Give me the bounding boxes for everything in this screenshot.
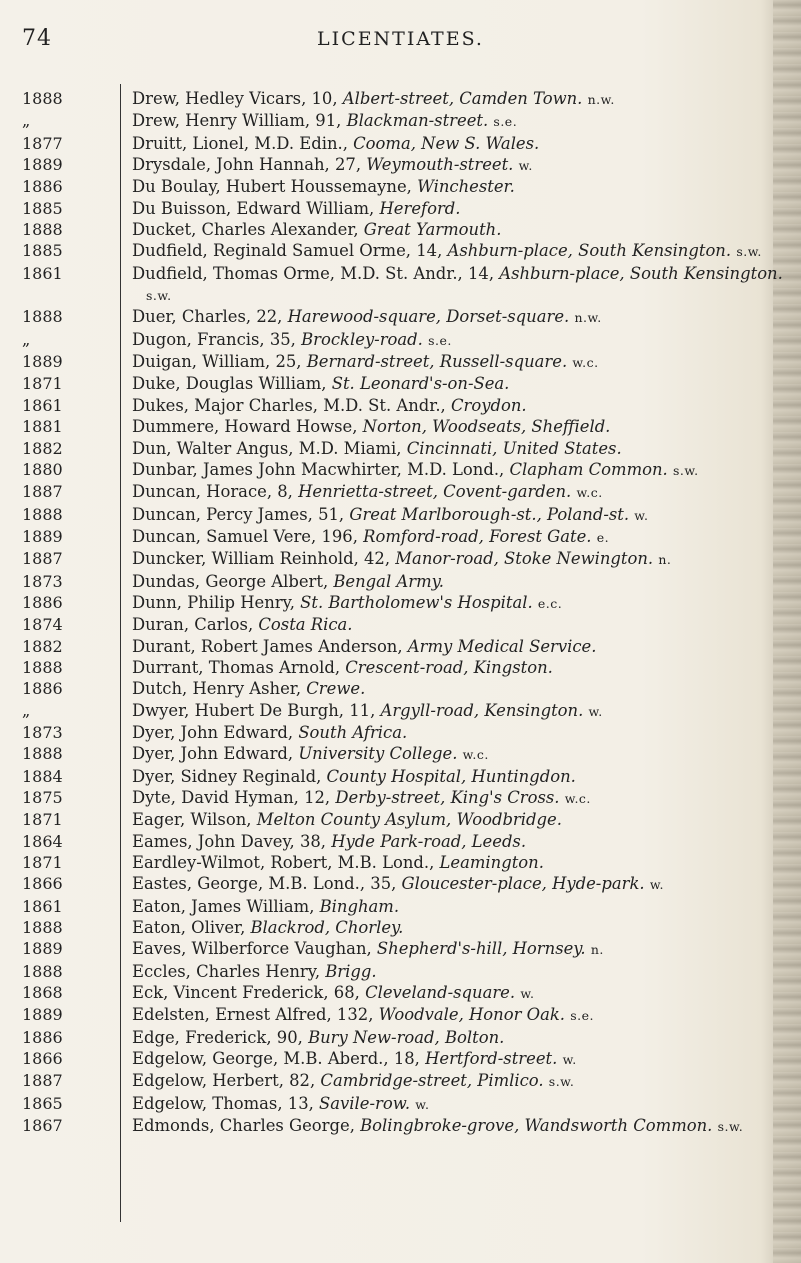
entry-year: 1888 xyxy=(22,744,63,764)
entry-year: 1874 xyxy=(22,615,63,635)
entry-name: Dyte, David Hyman, 12, xyxy=(132,788,336,807)
entry-year: 1888 xyxy=(22,961,63,981)
entry-year: 1887 xyxy=(22,482,63,502)
entry-text xyxy=(132,548,791,570)
entry-name: Dundas, George Albert, xyxy=(132,571,334,591)
entry-year: 1871 xyxy=(22,374,63,394)
entry-district: w. xyxy=(520,986,535,1002)
entry-year: 1888 xyxy=(22,918,63,938)
entry-address: Ashburn-place, South Kensington. xyxy=(447,241,732,261)
entry-year: 1861 xyxy=(22,896,63,916)
entry-text xyxy=(132,154,791,176)
entry-address: Savile-row. xyxy=(319,1093,411,1113)
list-item xyxy=(22,526,792,548)
entry-text xyxy=(132,896,791,917)
entry-address: Brigg. xyxy=(325,961,377,981)
list-item xyxy=(22,982,792,1004)
entry-address: Gloucester-place, Hyde-park. xyxy=(401,874,645,894)
list-item xyxy=(22,351,792,373)
entry-year: 1888 xyxy=(22,504,63,524)
list-item xyxy=(22,548,792,570)
entry-text xyxy=(132,1093,791,1115)
list-item xyxy=(22,459,792,481)
entry-text xyxy=(132,110,791,132)
entry-name: Eaton, James William, xyxy=(132,896,320,916)
entry-text xyxy=(132,373,791,394)
entry-name: Dugon, Francis, 35, xyxy=(132,329,302,349)
entry-name: Edge, Frederick, 90, xyxy=(132,1027,309,1047)
entry-district: s.w. xyxy=(146,288,172,304)
entry-address: Costa Rica. xyxy=(258,615,353,635)
entry-year: 1875 xyxy=(22,788,63,807)
entry-year: 1889 xyxy=(22,155,63,175)
entry-name: Du Boulay, Hubert Houssemayne, xyxy=(132,177,418,197)
entry-text xyxy=(132,636,791,657)
list-item xyxy=(22,722,792,743)
entry-text xyxy=(132,481,791,503)
entry-address: Cooma, New S. Wales. xyxy=(353,133,540,153)
entry-text xyxy=(132,459,791,481)
entry-name: Ducket, Charles Alexander, xyxy=(132,220,364,240)
entry-name: Duer, Charles, 22, xyxy=(132,307,288,327)
entry-text xyxy=(132,571,791,592)
entry-year: 1880 xyxy=(22,459,63,479)
list-item xyxy=(22,481,792,503)
entry-text xyxy=(132,614,791,635)
entry-text xyxy=(132,592,791,614)
list-item xyxy=(22,743,792,765)
entry-year: 1886 xyxy=(22,592,63,612)
entry-year: 1882 xyxy=(22,438,63,458)
entry-address: Brockley-road. xyxy=(301,329,423,349)
list-item xyxy=(22,636,792,657)
list-item xyxy=(22,1027,792,1048)
entry-address: Derby-street, King's Cross. xyxy=(335,788,560,807)
entry-year: 1888 xyxy=(22,657,63,677)
list-item xyxy=(22,938,792,960)
entry-address: Cincinnati, United States. xyxy=(406,438,622,458)
entry-text xyxy=(132,982,791,1004)
entry-year: 1865 xyxy=(22,1093,63,1113)
entry-address: Crescent-road, Kingston. xyxy=(345,657,553,677)
entry-year: 1867 xyxy=(22,1116,63,1136)
entry-address: Argyll-road, Kensington. xyxy=(380,700,584,720)
entry-year: 1888 xyxy=(22,307,63,327)
list-item xyxy=(22,438,792,459)
list-item xyxy=(22,917,792,938)
list-item xyxy=(22,873,792,895)
entry-text xyxy=(132,133,791,154)
entry-address: Army Medical Service. xyxy=(407,636,597,656)
entry-address: Weymouth-street. xyxy=(366,155,514,175)
entry-district: n. xyxy=(658,552,672,568)
list-item xyxy=(22,657,792,678)
list-item xyxy=(22,961,792,982)
entry-address: Bernard-street, Russell-square. xyxy=(306,352,568,372)
entry-address: Great Yarmouth. xyxy=(363,220,502,240)
entry-name: Du Buisson, Edward William, xyxy=(132,198,380,218)
entry-name: Duran, Carlos, xyxy=(132,615,259,635)
entry-text xyxy=(132,219,791,240)
entry-year: 1861 xyxy=(22,263,63,283)
entry-year: 1885 xyxy=(22,198,63,218)
entry-address: Blackman-street. xyxy=(346,111,489,131)
list-item xyxy=(22,896,792,917)
list-item xyxy=(22,219,792,240)
entry-address: Great Marlborough-st., Poland-st. xyxy=(349,504,630,524)
list-item xyxy=(22,306,792,328)
entry-name: Eames, John Davey, 38, xyxy=(132,831,332,851)
entry-address: South Africa. xyxy=(298,722,408,742)
entry-year: 1889 xyxy=(22,1005,63,1025)
entry-district: e. xyxy=(596,529,610,545)
entry-year: 1873 xyxy=(22,722,63,742)
entry-year: 1886 xyxy=(22,177,63,197)
entry-name: Edgelow, Herbert, 82, xyxy=(132,1071,321,1091)
entry-year: 1882 xyxy=(22,636,63,656)
list-item xyxy=(22,678,792,699)
licentiate-list xyxy=(22,88,792,1138)
entry-year: 1866 xyxy=(22,874,63,894)
entry-text xyxy=(132,88,791,110)
list-item xyxy=(22,154,792,176)
entry-name: Drysdale, John Hannah, 27, xyxy=(132,155,367,175)
entry-year: 1877 xyxy=(22,133,63,153)
entry-name: Dyer, John Edward, xyxy=(132,722,299,742)
list-item xyxy=(22,1004,792,1026)
entry-name: Eck, Vincent Frederick, 68, xyxy=(132,983,366,1003)
entry-year: 1881 xyxy=(22,417,63,437)
entry-district: s.e. xyxy=(428,332,452,348)
entry-text xyxy=(132,831,791,852)
entry-text xyxy=(132,787,791,809)
entry-address: Melton County Asylum, Woodbridge. xyxy=(256,810,562,830)
entry-name: Eaves, Wilberforce Vaughan, xyxy=(132,939,377,959)
entry-name: Durrant, Thomas Arnold, xyxy=(132,657,346,677)
entry-year: 1886 xyxy=(22,1027,63,1047)
entry-name: Edelsten, Ernest Alfred, 132, xyxy=(132,1005,379,1025)
entry-year: 1888 xyxy=(22,89,63,108)
entry-address: Crewe. xyxy=(306,679,366,699)
entry-district: w. xyxy=(415,1096,430,1112)
entry-text xyxy=(132,329,791,351)
list-item xyxy=(22,176,792,197)
entry-text xyxy=(132,306,791,328)
entry-year: 1861 xyxy=(22,395,63,415)
entry-name: Dudfield, Thomas Orme, M.D. St. Andr., 14, xyxy=(132,263,500,283)
entry-text xyxy=(132,263,791,307)
entry-address: St. Bartholomew's Hospital. xyxy=(300,592,533,612)
entry-text xyxy=(132,873,791,895)
entry-name: Dunbar, James John Macwhirter, M.D. Lond., xyxy=(132,459,510,479)
entry-district: w.c. xyxy=(462,747,489,763)
entry-address: Bingham. xyxy=(319,896,400,916)
page-header xyxy=(0,26,801,56)
entry-year: 1886 xyxy=(22,679,63,699)
list-item xyxy=(22,110,792,132)
entry-address: Norton, Woodseats, Sheffield. xyxy=(362,417,611,437)
entry-year: 1864 xyxy=(22,831,63,851)
entry-name: Drew, Henry William, 91, xyxy=(132,111,347,131)
entry-name: Eccles, Charles Henry, xyxy=(132,961,326,981)
entry-address: Manor-road, Stoke Newington. xyxy=(395,549,654,569)
entry-address: Albert-street, Camden Town. xyxy=(342,89,583,108)
entry-address: Leamington. xyxy=(439,853,544,873)
list-item xyxy=(22,373,792,394)
list-item xyxy=(22,766,792,787)
entry-name: Duncan, Percy James, 51, xyxy=(132,504,350,524)
entry-text xyxy=(132,657,791,678)
entry-address: Hereford. xyxy=(379,198,461,218)
entry-year: „ xyxy=(22,329,31,349)
entry-name: Duigan, William, 25, xyxy=(132,352,307,372)
entry-text xyxy=(132,395,791,416)
entry-district: s.w. xyxy=(672,462,699,478)
list-item xyxy=(22,395,792,416)
entry-text xyxy=(132,1070,791,1092)
entry-district: w. xyxy=(562,1052,577,1068)
list-item xyxy=(22,852,792,873)
entry-text xyxy=(132,1027,791,1048)
list-item xyxy=(22,263,792,307)
running-title: LICENTIATES. xyxy=(317,28,484,50)
entry-district: w.c. xyxy=(576,485,603,501)
entry-district: s.w. xyxy=(717,1119,744,1135)
entry-text xyxy=(132,1048,791,1070)
entry-year: 1887 xyxy=(22,549,63,569)
entry-name: Drew, Hedley Vicars, 10, xyxy=(132,89,343,108)
entry-name: Durant, Robert James Anderson, xyxy=(132,636,408,656)
entry-address: Woodvale, Honor Oak. xyxy=(378,1005,565,1025)
entry-text xyxy=(132,700,791,722)
entry-year: 1885 xyxy=(22,241,63,261)
entry-name: Edgelow, George, M.B. Aberd., 18, xyxy=(132,1049,426,1069)
list-item xyxy=(22,592,792,614)
entry-address: Henrietta-street, Covent-garden. xyxy=(298,482,572,502)
entry-address: Bengal Army. xyxy=(333,571,444,591)
entry-district: s.e. xyxy=(493,114,518,130)
entry-name: Dyer, Sidney Reginald, xyxy=(132,766,327,786)
entry-text xyxy=(132,722,791,743)
entry-address: Winchester. xyxy=(417,177,515,197)
entry-address: Hertford-street. xyxy=(425,1049,558,1069)
list-item xyxy=(22,809,792,830)
entry-name: Dummere, Howard Howse, xyxy=(132,417,363,437)
entry-year: „ xyxy=(22,700,31,720)
entry-name: Druitt, Lionel, M.D. Edin., xyxy=(132,133,354,153)
entry-year: 1884 xyxy=(22,766,63,786)
entry-address: St. Leonard's-on-Sea. xyxy=(331,374,510,394)
entry-address: County Hospital, Huntingdon. xyxy=(326,766,576,786)
entry-district: w.c. xyxy=(572,355,599,371)
list-item xyxy=(22,700,792,722)
entry-district: n. xyxy=(590,942,604,958)
entry-name: Duncan, Horace, 8, xyxy=(132,482,299,502)
list-item xyxy=(22,240,792,262)
entry-district: n.w. xyxy=(587,92,615,107)
entry-address: Blackrod, Chorley. xyxy=(250,918,404,938)
entry-name: Eardley-Wilmot, Robert, M.B. Lond., xyxy=(132,853,440,873)
entry-address: Bolingbroke-grove, Wandsworth Common. xyxy=(360,1116,713,1136)
entry-text xyxy=(132,351,791,373)
entry-text xyxy=(132,526,791,548)
entry-year: 1889 xyxy=(22,939,63,959)
entry-name: Eastes, George, M.B. Lond., 35, xyxy=(132,874,402,894)
list-item xyxy=(22,831,792,852)
entry-name: Dyer, John Edward, xyxy=(132,744,299,764)
entry-address: Bury New-road, Bolton. xyxy=(308,1027,505,1047)
list-item xyxy=(22,504,792,526)
entry-text xyxy=(132,176,791,197)
list-item xyxy=(22,416,792,437)
entry-address: Ashburn-place, South Kensington. xyxy=(499,263,783,283)
entry-address: Clapham Common. xyxy=(509,459,668,479)
entry-text xyxy=(132,852,791,873)
entry-name: Duncan, Samuel Vere, 196, xyxy=(132,526,364,546)
list-item xyxy=(22,1115,792,1137)
entry-year: 1887 xyxy=(22,1071,63,1091)
entry-text xyxy=(132,438,791,459)
list-item xyxy=(22,1048,792,1070)
entry-text xyxy=(132,198,791,219)
entry-name: Dudfield, Reginald Samuel Orme, 14, xyxy=(132,241,448,261)
entry-district: e.c. xyxy=(537,595,563,611)
list-item xyxy=(22,88,792,110)
entry-year: 1871 xyxy=(22,810,63,830)
entry-address: Croydon. xyxy=(450,395,527,415)
entry-year: 1871 xyxy=(22,853,63,873)
entry-year: 1873 xyxy=(22,571,63,591)
entry-name: Dukes, Major Charles, M.D. St. Andr., xyxy=(132,395,451,415)
list-item xyxy=(22,198,792,219)
entry-text xyxy=(132,766,791,787)
entry-name: Dutch, Henry Asher, xyxy=(132,679,307,699)
entry-address: Hyde Park-road, Leeds. xyxy=(331,831,527,851)
entry-text xyxy=(132,1115,791,1137)
entry-text xyxy=(132,917,791,938)
entry-district: w.c. xyxy=(564,791,591,806)
entry-district: w. xyxy=(649,877,665,893)
entry-year: 1889 xyxy=(22,526,63,546)
entry-name: Dunn, Philip Henry, xyxy=(132,592,301,612)
list-item xyxy=(22,614,792,635)
entry-address: University College. xyxy=(298,744,458,764)
entry-address: Harewood-square, Dorset-square. xyxy=(287,307,570,327)
entry-name: Eager, Wilson, xyxy=(132,810,257,830)
entry-district: w. xyxy=(588,703,603,719)
entry-text xyxy=(132,938,791,960)
entry-district: n.w. xyxy=(574,310,602,326)
entry-district: w. xyxy=(518,158,533,174)
entry-name: Dun, Walter Angus, M.D. Miami, xyxy=(132,438,407,458)
list-item xyxy=(22,1093,792,1115)
list-item xyxy=(22,571,792,592)
entry-address: Romford-road, Forest Gate. xyxy=(363,526,592,546)
entry-name: Duncker, William Reinhold, 42, xyxy=(132,549,396,569)
entry-text xyxy=(132,416,791,437)
entry-name: Edgelow, Thomas, 13, xyxy=(132,1093,320,1113)
entry-text xyxy=(132,504,791,526)
entry-text xyxy=(132,743,791,765)
entry-year: 1888 xyxy=(22,220,63,240)
entry-address: Cambridge-street, Pimlico. xyxy=(320,1071,544,1091)
entry-district: w. xyxy=(634,507,649,523)
entry-year: 1868 xyxy=(22,983,63,1003)
entry-address: Cleveland-square. xyxy=(365,983,516,1003)
list-item xyxy=(22,329,792,351)
entry-name: Eaton, Oliver, xyxy=(132,918,251,938)
entry-year: „ xyxy=(22,111,31,131)
entry-text xyxy=(132,809,791,830)
entry-district: s.w. xyxy=(736,244,762,260)
entry-name: Duke, Douglas William, xyxy=(132,374,332,394)
list-item xyxy=(22,1070,792,1092)
entry-district: s.w. xyxy=(548,1074,575,1090)
entry-year: 1889 xyxy=(22,352,63,372)
entry-name: Edmonds, Charles George, xyxy=(132,1116,361,1136)
entry-year: 1866 xyxy=(22,1049,63,1069)
entry-name: Dwyer, Hubert De Burgh, 11, xyxy=(132,700,381,720)
entry-district: s.e. xyxy=(570,1008,594,1024)
entry-text xyxy=(132,1004,791,1026)
list-item xyxy=(22,133,792,154)
entry-text xyxy=(132,678,791,699)
entry-text xyxy=(132,240,791,262)
list-item xyxy=(22,787,792,809)
entry-address: Shepherd's-hill, Hornsey. xyxy=(376,939,586,959)
page-number: 74 xyxy=(22,26,52,51)
entry-text xyxy=(132,961,791,982)
